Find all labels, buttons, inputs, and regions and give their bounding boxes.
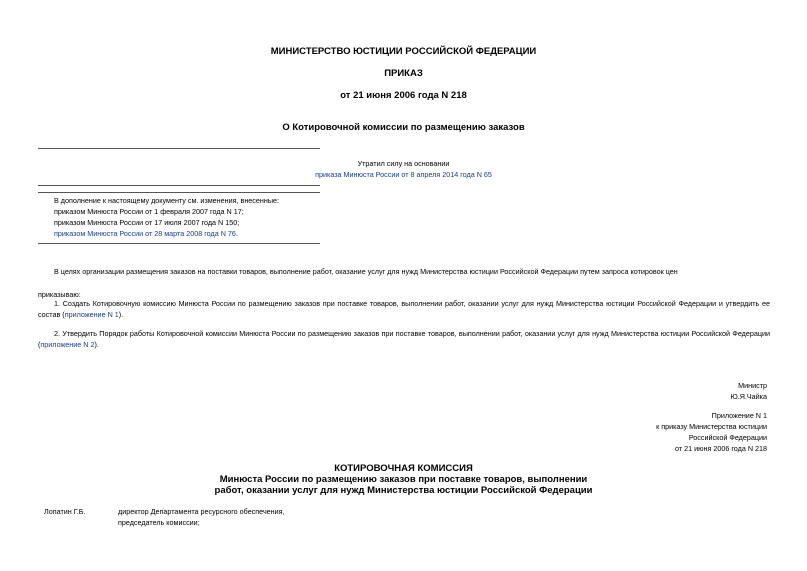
commission-subtitle: Минюста России по размещению заказов при поставке товаров, выполнении bbox=[219, 474, 588, 485]
order-word: приказываю: bbox=[38, 290, 81, 299]
order-item-text: 1. Создать Котировочную комиссию Минюста России по размещению заказов при поставке товаров, выполнении работ, оказании услуг для нужд Министерства юстиции Российской Федерации и утвердить ее состав ( bbox=[38, 299, 770, 319]
divider bbox=[38, 192, 320, 193]
document-date: от 21 июня 2006 года N 218 bbox=[340, 90, 467, 101]
divider bbox=[38, 243, 320, 244]
change-link[interactable]: приказом Минюста России от 28 марта 2008 года N 76 bbox=[54, 229, 236, 238]
appendix-2-link[interactable]: приложение N 2 bbox=[40, 340, 95, 349]
document-title: О Котировочной комиссии по размещению заказов bbox=[282, 122, 525, 133]
ministry-heading: МИНИСТЕРСТВО ЮСТИЦИИ РОССИЙСКОЙ ФЕДЕРАЦИИ bbox=[270, 46, 537, 57]
order-item-tail: ). bbox=[94, 340, 99, 349]
signature-position: Министр bbox=[738, 381, 767, 390]
appendix-line: Российской Федерации bbox=[688, 433, 767, 442]
changes-intro: В дополнение к настоящему документу см. изменения, внесенные: bbox=[54, 196, 279, 205]
status-text: Утратил силу на основании bbox=[357, 159, 450, 168]
preamble: В целях организации размещения заказов на поставки товаров, выполнение работ, оказание услуг для нужд Министерства юстиции Российской Федерации путем запроса котировок цен bbox=[54, 267, 678, 276]
signature-name: Ю.Я.Чайка bbox=[730, 392, 767, 401]
order-item-text: 2. Утвердить Порядок работы Котировочной комиссии Минюста России по размещению заказов при поставке товаров, выполнении работ, оказании услуг для нужд Министерства юстиции Российской Федерации ( bbox=[38, 329, 770, 349]
divider bbox=[38, 148, 320, 149]
change-item: приказом Минюста России от 1 февраля 2007 года N 17; bbox=[54, 207, 244, 216]
order-item-1 bbox=[38, 298, 770, 320]
member-name: Лопатин Г.Б. bbox=[44, 507, 86, 516]
repeal-link[interactable]: приказа Минюста России от 8 апреля 2014 года N 65 bbox=[315, 170, 492, 179]
commission-title: КОТИРОВОЧНАЯ КОМИССИЯ bbox=[334, 463, 473, 474]
member-role: директор Департамента ресурсного обеспечения, председатель комиссии; bbox=[118, 507, 285, 527]
appendix-line: Приложение N 1 bbox=[711, 411, 767, 420]
divider bbox=[38, 185, 320, 186]
appendix-line: от 21 июня 2006 года N 218 bbox=[674, 444, 767, 453]
document-type: ПРИКАЗ bbox=[384, 68, 423, 79]
appendix-line: к приказу Министерства юстиции bbox=[656, 422, 767, 431]
change-item: приказом Минюста России от 17 июля 2007 года N 150; bbox=[54, 218, 240, 227]
change-item-tail: . bbox=[235, 229, 238, 238]
change-item bbox=[54, 228, 238, 239]
commission-subtitle: работ, оказании услуг для нужд Министерства юстиции Российской Федерации bbox=[214, 485, 593, 496]
order-item-2 bbox=[38, 328, 770, 350]
order-item-tail: ). bbox=[118, 310, 124, 319]
appendix-1-link[interactable]: приложение N 1 bbox=[64, 310, 119, 319]
